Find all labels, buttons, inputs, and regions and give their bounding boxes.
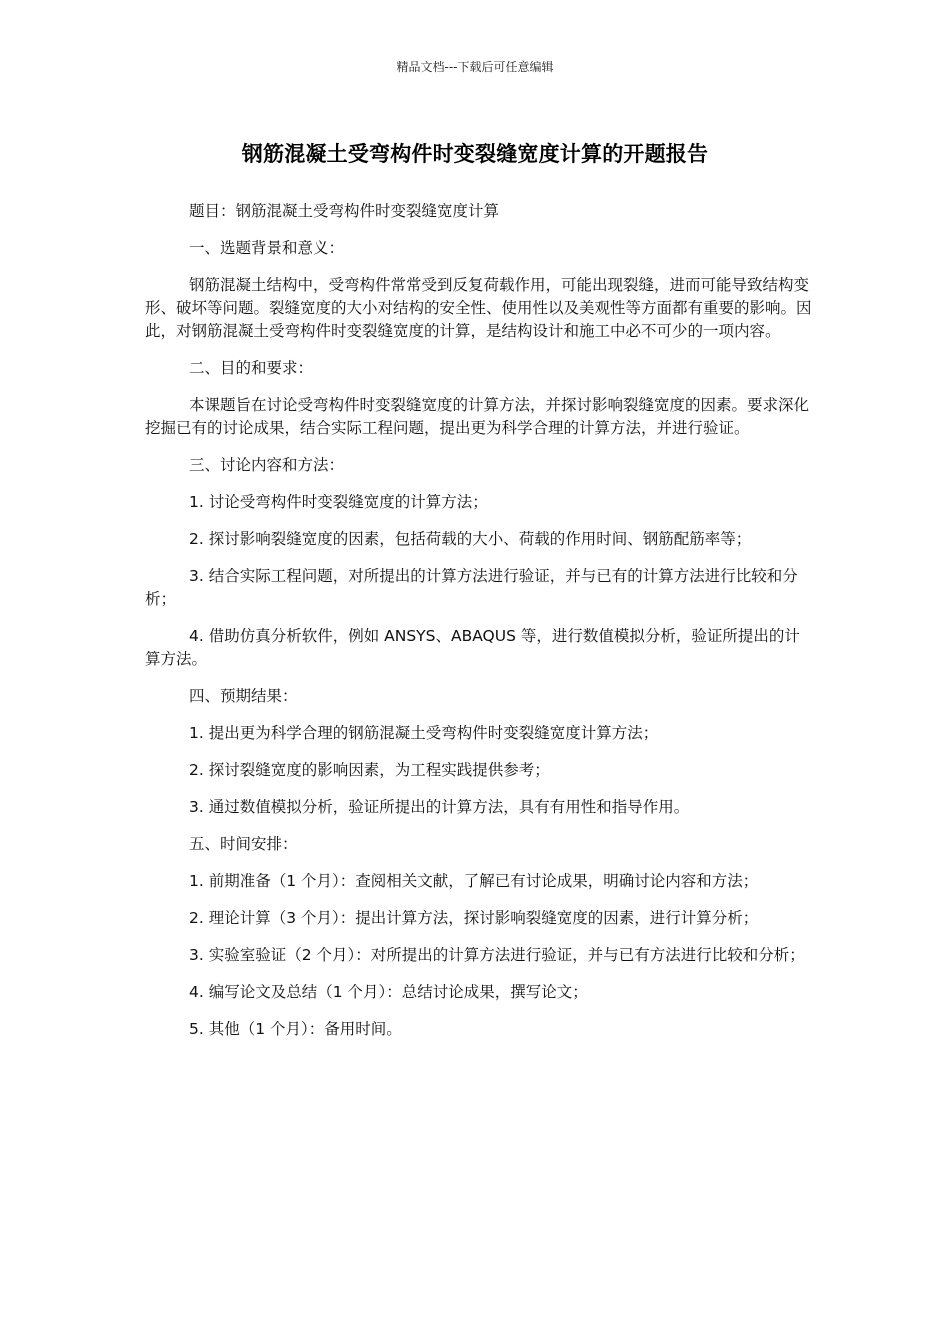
list-item-result-2: 2. 探讨裂缝宽度的影响因素，为工程实践提供参考； [189,761,550,779]
list-item-result-1: 1. 提出更为科学合理的钢筋混凝土受弯构件时变裂缝宽度计算方法； [189,724,659,742]
list-item-schedule-4: 4. 编写论文及总结（1 个月）：总结讨论成果，撰写论文； [189,983,588,1001]
paragraph-objectives: 本课题旨在讨论受弯构件时变裂缝宽度的计算方法，并探讨影响裂缝宽度的因素。要求深化挖掘已有的讨论成果，结合实际工程问题，提出更为科学合理的计算方法，并进行验证。 [145,396,810,437]
paragraph-topic: 题目：钢筋混凝土受弯构件时变裂缝宽度计算 [189,202,500,220]
list-item-method-2: 2. 探讨影响裂缝宽度的因素，包括荷载的大小、荷载的作用时间、钢筋配筋率等； [189,530,752,548]
list-item-schedule-1: 1. 前期准备（1 个月）：查阅相关文献，了解已有讨论成果，明确讨论内容和方法； [189,872,759,890]
section-heading-schedule: 五、时间安排： [189,835,298,853]
list-item-result-3: 3. 通过数值模拟分析，验证所提出的计算方法，具有有用性和指导作用。 [189,798,690,816]
paragraph-background: 钢筋混凝土结构中，受弯构件常常受到反复荷载作用，可能出现裂缝，进而可能导致结构变形、破坏等问题。裂缝宽度的大小对结构的安全性、使用性以及美观性等方面都有重要的影响。因此，对钢筋混凝土受弯构件时变裂缝宽度的计算，是结构设计和施工中必不可少的一项内容。 [145,276,812,340]
section-heading-background: 一、选题背景和意义： [189,239,345,257]
list-item-schedule-2: 2. 理论计算（3 个月）：提出计算方法，探讨影响裂缝宽度的因素，进行计算分析； [189,909,759,927]
list-item-schedule-5: 5. 其他（1 个月）：备用时间。 [189,1020,402,1038]
list-item-method-4: 4. 借助仿真分析软件，例如 ANSYS、ABAQUS 等，进行数值模拟分析，验证所提出的计算方法。 [145,627,800,668]
list-item-method-1: 1. 讨论受弯构件时变裂缝宽度的计算方法； [189,493,488,511]
document-body [145,200,813,1055]
document-title: 钢筋混凝土受弯构件时变裂缝宽度计算的开题报告 [241,142,709,166]
section-heading-methods: 三、讨论内容和方法： [189,456,345,474]
section-heading-objectives: 二、目的和要求： [189,359,314,377]
section-heading-results: 四、预期结果： [189,687,298,705]
list-item-schedule-3: 3. 实验室验证（2 个月）：对所提出的计算方法进行验证，并与已有方法进行比较和分析； [189,946,805,964]
page-header: 精品文档---下载后可任意编辑 [396,60,554,74]
list-item-method-3: 3. 结合实际工程问题，对所提出的计算方法进行验证，并与已有的计算方法进行比较和分析； [145,567,798,608]
